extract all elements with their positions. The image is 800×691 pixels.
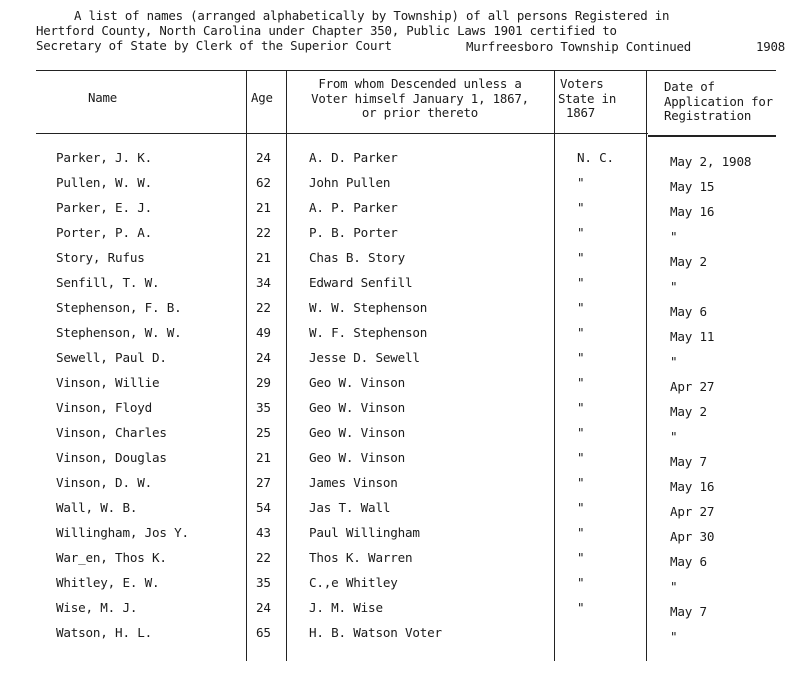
application-date: " bbox=[670, 629, 678, 644]
township-label: Murfreesboro Township Continued bbox=[466, 39, 692, 54]
registrant-name: Willingham, Jos Y. bbox=[56, 525, 189, 540]
registrant-age: 24 bbox=[256, 600, 271, 615]
voter-state: " bbox=[577, 225, 585, 240]
registration-table-body bbox=[0, 150, 800, 650]
application-date: " bbox=[670, 579, 678, 594]
table-row bbox=[0, 425, 800, 450]
table-row bbox=[0, 375, 800, 400]
table-row bbox=[0, 625, 800, 650]
registrant-age: 22 bbox=[256, 225, 271, 240]
registrant-age: 21 bbox=[256, 250, 271, 265]
header-line-3 bbox=[36, 38, 792, 53]
registrant-name: Stephenson, W. W. bbox=[56, 325, 182, 340]
descended-from: Chas B. Story bbox=[309, 250, 405, 265]
voter-state: " bbox=[577, 325, 585, 340]
descended-from: James Vinson bbox=[309, 475, 398, 490]
column-header-descended bbox=[289, 77, 551, 121]
registrant-name: Vinson, Willie bbox=[56, 375, 160, 390]
voter-state: " bbox=[577, 450, 585, 465]
header-line-2: Hertford County, North Carolina under Chapter 350, Public Laws 1901 certified to bbox=[36, 23, 617, 38]
registrant-name: Vinson, Douglas bbox=[56, 450, 167, 465]
column-header-voters-line: Voters bbox=[560, 76, 604, 91]
registrant-age: 49 bbox=[256, 325, 271, 340]
application-date: Apr 27 bbox=[670, 379, 715, 394]
registrant-name: Parker, E. J. bbox=[56, 200, 152, 215]
column-header-voters-line: 1867 bbox=[566, 105, 596, 120]
table-row bbox=[0, 500, 800, 525]
registrant-age: 54 bbox=[256, 500, 271, 515]
table-row bbox=[0, 350, 800, 375]
table-row bbox=[0, 175, 800, 200]
table-row bbox=[0, 575, 800, 600]
application-date: May 6 bbox=[670, 304, 707, 319]
header-line-1: A list of names (arranged alphabetically by Township) of all persons Registered in bbox=[74, 8, 670, 23]
registrant-age: 24 bbox=[256, 350, 271, 365]
document-header bbox=[36, 8, 792, 53]
voter-state: " bbox=[577, 375, 585, 390]
registrant-age: 22 bbox=[256, 300, 271, 315]
header-clerk-text: Secretary of State by Clerk of the Superior Court bbox=[36, 38, 392, 53]
voter-state: " bbox=[577, 600, 585, 615]
table-row bbox=[0, 225, 800, 250]
registrant-name: Whitley, E. W. bbox=[56, 575, 160, 590]
application-date: " bbox=[670, 279, 678, 294]
voter-state: " bbox=[577, 525, 585, 540]
application-date: " bbox=[670, 429, 678, 444]
column-header-age: Age bbox=[251, 90, 273, 105]
registrant-name: Wise, M. J. bbox=[56, 600, 138, 615]
descended-from: Edward Senfill bbox=[309, 275, 413, 290]
registrant-age: 27 bbox=[256, 475, 271, 490]
registrant-age: 24 bbox=[256, 150, 271, 165]
top-rule bbox=[36, 70, 776, 71]
table-row bbox=[0, 250, 800, 275]
descended-from: A. P. Parker bbox=[309, 200, 398, 215]
registrant-name: Vinson, D. W. bbox=[56, 475, 152, 490]
descended-from: Jesse D. Sewell bbox=[309, 350, 420, 365]
registrant-name: Watson, H. L. bbox=[56, 625, 152, 640]
application-date: " bbox=[670, 229, 678, 244]
application-date: " bbox=[670, 354, 678, 369]
registrant-age: 65 bbox=[256, 625, 271, 640]
application-date: Apr 27 bbox=[670, 504, 715, 519]
application-date: May 2 bbox=[670, 254, 707, 269]
registrant-name: War_en, Thos K. bbox=[56, 550, 167, 565]
descended-from: W. W. Stephenson bbox=[309, 300, 428, 315]
application-date: May 7 bbox=[670, 454, 707, 469]
column-header-voters bbox=[560, 77, 616, 121]
table-row bbox=[0, 600, 800, 625]
registrant-age: 21 bbox=[256, 200, 271, 215]
voter-state: " bbox=[577, 400, 585, 415]
voter-state: " bbox=[577, 425, 585, 440]
descended-from: Geo W. Vinson bbox=[309, 375, 405, 390]
voter-state: " bbox=[577, 275, 585, 290]
column-header-name: Name bbox=[88, 90, 118, 105]
table-row bbox=[0, 325, 800, 350]
header-rule bbox=[36, 133, 648, 134]
registrant-age: 22 bbox=[256, 550, 271, 565]
table-row bbox=[0, 150, 800, 175]
table-row bbox=[0, 275, 800, 300]
descended-from: Paul Willingham bbox=[309, 525, 420, 540]
registrant-age: 43 bbox=[256, 525, 271, 540]
registrant-name: Stephenson, F. B. bbox=[56, 300, 182, 315]
descended-from: John Pullen bbox=[309, 175, 391, 190]
descended-from: C.,e Whitley bbox=[309, 575, 398, 590]
application-date: May 16 bbox=[670, 479, 715, 494]
year-label: 1908 bbox=[756, 39, 786, 54]
table-row bbox=[0, 400, 800, 425]
application-date: May 6 bbox=[670, 554, 707, 569]
registrant-age: 34 bbox=[256, 275, 271, 290]
registrant-name: Vinson, Charles bbox=[56, 425, 167, 440]
registrant-name: Parker, J. K. bbox=[56, 150, 152, 165]
registrant-name: Porter, P. A. bbox=[56, 225, 152, 240]
descended-from: Geo W. Vinson bbox=[309, 400, 405, 415]
voter-state: " bbox=[577, 200, 585, 215]
column-header-date bbox=[664, 80, 773, 124]
descended-from: H. B. Watson Voter bbox=[309, 625, 442, 640]
table-row bbox=[0, 525, 800, 550]
column-header-descended-line: Voter himself January 1, 1867, bbox=[311, 90, 529, 106]
header-rule-date bbox=[648, 135, 776, 137]
table-row bbox=[0, 475, 800, 500]
descended-from: Jas T. Wall bbox=[309, 500, 391, 515]
descended-from: Geo W. Vinson bbox=[309, 450, 405, 465]
column-header-date-line: Registration bbox=[664, 108, 752, 123]
voter-state: " bbox=[577, 175, 585, 190]
table-row bbox=[0, 450, 800, 475]
descended-from: P. B. Porter bbox=[309, 225, 398, 240]
application-date: May 2 bbox=[670, 404, 707, 419]
registrant-age: 35 bbox=[256, 575, 271, 590]
voter-state: " bbox=[577, 500, 585, 515]
descended-from: A. D. Parker bbox=[309, 150, 398, 165]
registrant-age: 21 bbox=[256, 450, 271, 465]
column-header-descended-line: or prior thereto bbox=[361, 105, 479, 120]
descended-from: Thos K. Warren bbox=[309, 550, 413, 565]
registrant-name: Pullen, W. W. bbox=[56, 175, 152, 190]
application-date: Apr 30 bbox=[670, 529, 715, 544]
voter-state: N. C. bbox=[577, 150, 614, 165]
voter-state: " bbox=[577, 550, 585, 565]
voter-state: " bbox=[577, 250, 585, 265]
registrant-name: Story, Rufus bbox=[56, 250, 145, 265]
registrant-name: Senfill, T. W. bbox=[56, 275, 160, 290]
table-row bbox=[0, 550, 800, 575]
column-header-voters-line: State in bbox=[558, 90, 617, 106]
registrant-age: 29 bbox=[256, 375, 271, 390]
column-header-descended-line: From whom Descended unless a bbox=[318, 76, 522, 91]
registrant-name: Sewell, Paul D. bbox=[56, 350, 167, 365]
descended-from: W. F. Stephenson bbox=[309, 325, 428, 340]
voter-state: " bbox=[577, 475, 585, 490]
voter-state: " bbox=[577, 575, 585, 590]
table-row bbox=[0, 200, 800, 225]
application-date: May 11 bbox=[670, 329, 715, 344]
application-date: May 7 bbox=[670, 604, 707, 619]
registrant-age: 62 bbox=[256, 175, 271, 190]
registrant-age: 35 bbox=[256, 400, 271, 415]
descended-from: Geo W. Vinson bbox=[309, 425, 405, 440]
registrant-age: 25 bbox=[256, 425, 271, 440]
table-row bbox=[0, 300, 800, 325]
application-date: May 2, 1908 bbox=[670, 154, 752, 169]
voter-state: " bbox=[577, 350, 585, 365]
application-date: May 16 bbox=[670, 204, 715, 219]
column-header-date-line: Application for bbox=[664, 93, 773, 109]
descended-from: J. M. Wise bbox=[309, 600, 383, 615]
application-date: May 15 bbox=[670, 179, 715, 194]
registrant-name: Vinson, Floyd bbox=[56, 400, 152, 415]
registrant-name: Wall, W. B. bbox=[56, 500, 138, 515]
voter-state: " bbox=[577, 300, 585, 315]
column-header-date-line: Date of bbox=[664, 79, 715, 94]
